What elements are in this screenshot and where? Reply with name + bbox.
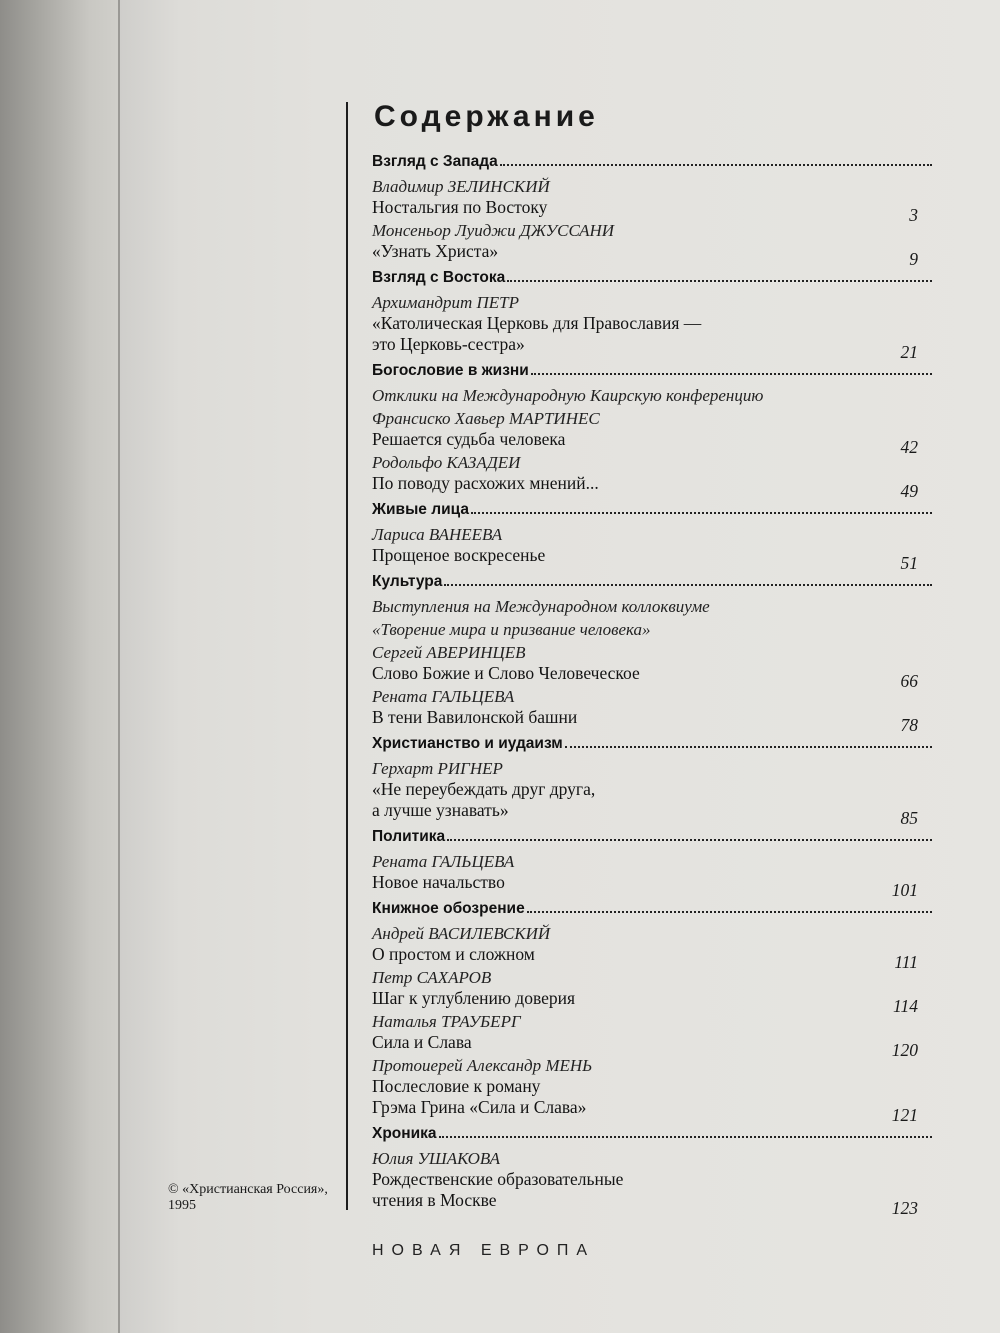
leader-dots: [507, 266, 932, 282]
toc-entry: [372, 408, 932, 457]
entry-title-row: [372, 313, 932, 334]
entry-title: а лучше узнавать»: [372, 800, 509, 820]
entry-title-row: [372, 800, 932, 828]
page-number: 120: [891, 1040, 918, 1060]
toc-section: [372, 732, 932, 828]
entry-author: Сергей АВЕРИНЦЕВ: [372, 643, 526, 662]
entry-author: Монсеньор Луиджи ДЖУССАНИ: [372, 221, 615, 240]
entry-title-row: [372, 988, 932, 1016]
entry-author: Лариса ВАНЕЕВА: [372, 525, 503, 544]
toc-entry: [372, 292, 932, 362]
section-heading: [372, 570, 932, 594]
page-number: 3: [909, 205, 918, 225]
toc-section: [372, 266, 932, 362]
section-heading-text: Политика: [372, 828, 446, 845]
toc-entry: [372, 758, 932, 828]
leader-dots: [444, 570, 932, 586]
entry-title: Послесловие к роману: [372, 1076, 541, 1096]
page-number: 123: [891, 1198, 918, 1218]
entry-author: Рената ГАЛЬЦЕВА: [372, 687, 515, 706]
entry-title: Ностальгия по Востоку: [372, 197, 548, 217]
entry-author: Отклики на Международную Каирскую конференцию: [372, 386, 764, 405]
entry-title-row: [372, 1169, 932, 1190]
entry-title-row: [372, 707, 932, 735]
entry-title: Новое начальство: [372, 872, 505, 892]
entry-title-row: [372, 663, 932, 691]
entry-title-row: [372, 779, 932, 800]
section-heading-text: Культура: [372, 573, 443, 590]
toc-section: [372, 825, 932, 900]
leader-dots: [471, 498, 932, 514]
entry-author: Наталья ТРАУБЕРГ: [372, 1012, 521, 1031]
toc-section: [372, 1122, 932, 1218]
table-of-contents: [372, 150, 932, 1218]
toc-entry: [372, 596, 932, 617]
entry-title: Сила и Слава: [372, 1032, 472, 1052]
entry-title: Грэма Грина «Сила и Слава»: [372, 1097, 587, 1117]
section-heading: [372, 732, 932, 756]
section-heading-text: Взгляд с Востока: [372, 269, 506, 286]
leader-dots: [527, 897, 932, 913]
toc-section: [372, 570, 932, 735]
entry-title: Слово Божие и Слово Человеческое: [372, 663, 640, 683]
copyright: [168, 1182, 328, 1214]
section-heading-text: Богословие в жизни: [372, 362, 529, 379]
leader-dots: [500, 150, 932, 166]
page-number: 78: [900, 715, 918, 735]
entry-author: Рената ГАЛЬЦЕВА: [372, 852, 515, 871]
entry-title: Решается судьба человека: [372, 429, 566, 449]
section-heading-text: Живые лица: [372, 501, 469, 518]
section-heading: [372, 359, 932, 383]
page-number: 49: [900, 481, 918, 501]
toc-entry: [372, 220, 932, 269]
entry-title: Шаг к углублению доверия: [372, 988, 576, 1008]
entry-author: Герхарт РИГНЕР: [372, 759, 503, 778]
magazine-name: НОВАЯ ЕВРОПА: [372, 1242, 596, 1259]
entry-title: это Церковь-сестра»: [372, 334, 525, 354]
entry-title-row: [372, 872, 932, 900]
entry-title: Рождественские образовательные: [372, 1169, 624, 1189]
toc-entry: [372, 176, 932, 225]
page-title: Содержание: [374, 100, 599, 133]
toc-entry: [372, 642, 932, 691]
section-heading: [372, 897, 932, 921]
entry-title-row: [372, 944, 932, 972]
entry-title-row: [372, 1076, 932, 1097]
page-number: 114: [893, 996, 918, 1016]
section-heading: [372, 266, 932, 290]
entry-author: Андрей ВАСИЛЕВСКИЙ: [372, 924, 551, 943]
toc-entry: [372, 619, 932, 640]
toc-entry: [372, 1055, 932, 1125]
entry-title: По поводу расхожих мнений...: [372, 473, 599, 493]
section-heading: [372, 825, 932, 849]
entry-title-row: [372, 473, 932, 501]
toc-entry: [372, 967, 932, 1016]
entry-author: Протоиерей Александр МЕНЬ: [372, 1056, 593, 1075]
section-heading-text: Христианство и иудаизм: [372, 735, 563, 752]
entry-title: О простом и сложном: [372, 944, 535, 964]
entry-author: Юлия УШАКОВА: [372, 1149, 501, 1168]
entry-title-row: [372, 1032, 932, 1060]
toc-entry: [372, 385, 932, 406]
page-number: 85: [900, 808, 918, 828]
section-heading: [372, 498, 932, 522]
entry-title-row: [372, 1097, 932, 1125]
page-number: 111: [894, 952, 918, 972]
toc-section: [372, 359, 932, 501]
toc-entry: [372, 923, 932, 972]
section-heading: [372, 1122, 932, 1146]
entry-title-row: [372, 241, 932, 269]
toc-entry: [372, 1148, 932, 1218]
page-number: 21: [900, 342, 918, 362]
section-heading-text: Взгляд с Запада: [372, 153, 498, 170]
leader-dots: [531, 359, 932, 375]
entry-title-row: [372, 1190, 932, 1218]
copyright-year: 1995: [168, 1198, 196, 1213]
toc-entry: [372, 452, 932, 501]
entry-title: «Католическая Церковь для Православия —: [372, 313, 702, 333]
entry-title-row: [372, 545, 932, 573]
leader-dots: [439, 1122, 932, 1138]
section-heading-text: Книжное обозрение: [372, 900, 525, 917]
page-number: 121: [891, 1105, 918, 1125]
entry-title: «Узнать Христа»: [372, 241, 499, 261]
toc-entry: [372, 524, 932, 573]
toc-entry: [372, 851, 932, 900]
entry-author: Франсиско Хавьер МАРТИНЕС: [372, 409, 600, 428]
entry-author: «Творение мира и призвание человека»: [372, 620, 651, 639]
page-number: 51: [900, 553, 918, 573]
entry-title: «Не переубеждать друг друга,: [372, 779, 596, 799]
entry-author: Владимир ЗЕЛИНСКИЙ: [372, 177, 550, 196]
toc-entry: [372, 686, 932, 735]
entry-title-row: [372, 334, 932, 362]
page-number: 9: [909, 249, 918, 269]
leader-dots: [565, 732, 932, 748]
entry-title-row: [372, 429, 932, 457]
entry-author: Родольфо КАЗАДЕИ: [372, 453, 521, 472]
entry-title-row: [372, 197, 932, 225]
entry-title: В тени Вавилонской башни: [372, 707, 578, 727]
entry-title: чтения в Москве: [372, 1190, 497, 1210]
toc-entry: [372, 1011, 932, 1060]
section-heading: [372, 150, 932, 174]
entry-author: Петр САХАРОВ: [372, 968, 492, 987]
leader-dots: [447, 825, 932, 841]
section-heading-text: Хроника: [372, 1125, 437, 1142]
toc-section: [372, 897, 932, 1125]
page-number: 101: [891, 880, 918, 900]
entry-author: Выступления на Международном коллоквиуме: [372, 597, 710, 616]
vertical-rule: [346, 102, 348, 1210]
entry-title: Прощеное воскресенье: [372, 545, 546, 565]
toc-section: [372, 150, 932, 269]
copyright-line: © «Христианская Россия»,: [168, 1182, 328, 1197]
page-number: 66: [900, 671, 918, 691]
toc-section: [372, 498, 932, 573]
page-number: 42: [900, 437, 918, 457]
entry-author: Архимандрит ПЕТР: [372, 293, 519, 312]
